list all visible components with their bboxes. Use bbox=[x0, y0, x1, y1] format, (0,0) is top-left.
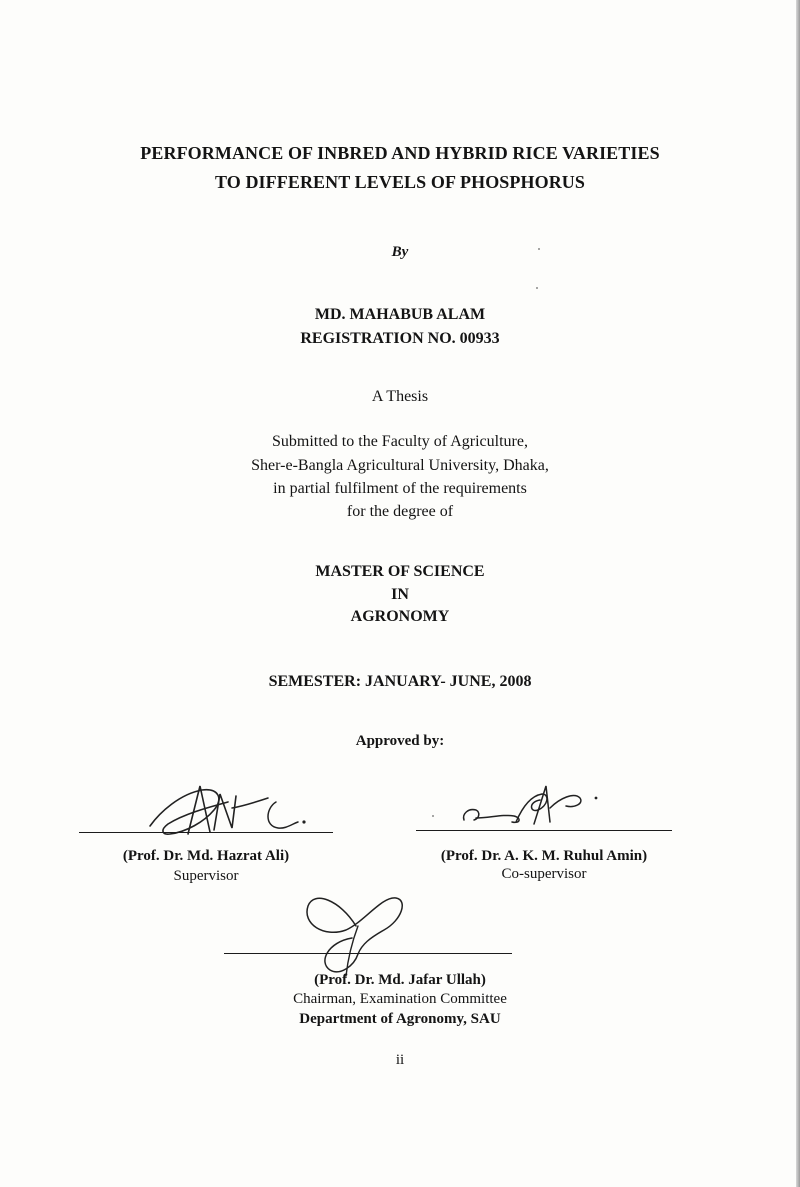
chairman-name: (Prof. Dr. Md. Jafar Ullah) bbox=[314, 972, 486, 988]
by-label: By bbox=[391, 244, 409, 260]
author-name: MD. MAHABUB ALAM bbox=[314, 306, 486, 323]
degree-line-1: MASTER OF SCIENCE bbox=[315, 563, 485, 580]
scan-speck bbox=[538, 248, 540, 250]
co-supervisor-name: (Prof. Dr. A. K. M. Ruhul Amin) bbox=[440, 848, 648, 864]
thesis-label: A Thesis bbox=[371, 388, 429, 405]
degree-line-2: IN bbox=[391, 586, 409, 603]
co-supervisor-signature-line bbox=[416, 830, 672, 831]
co-supervisor-signature bbox=[450, 778, 610, 834]
supervisor-name: (Prof. Dr. Md. Hazrat Ali) bbox=[122, 848, 290, 864]
submission-line-1: Submitted to the Faculty of Agriculture, bbox=[272, 433, 528, 450]
department-name: Department of Agronomy, SAU bbox=[299, 1011, 501, 1027]
scan-speck bbox=[536, 287, 538, 289]
page-number: ii bbox=[395, 1052, 405, 1068]
submission-line-2: Sher-e-Bangla Agricultural University, Dhaka, bbox=[251, 457, 549, 474]
scan-page-edge bbox=[796, 0, 800, 1187]
supervisor-role: Supervisor bbox=[173, 868, 239, 884]
thesis-title-line-2: TO DIFFERENT LEVELS OF PHOSPHORUS bbox=[214, 172, 586, 192]
degree-line-3: AGRONOMY bbox=[350, 608, 450, 625]
approved-by-label: Approved by: bbox=[355, 733, 445, 749]
thesis-title-line-1: PERFORMANCE OF INBRED AND HYBRID RICE VARIETIES bbox=[140, 143, 660, 163]
submission-line-3: in partial fulfilment of the requirements bbox=[273, 480, 527, 497]
registration-number: REGISTRATION NO. 00933 bbox=[300, 330, 500, 347]
chairman-signature bbox=[300, 886, 410, 982]
semester: SEMESTER: JANUARY- JUNE, 2008 bbox=[268, 673, 532, 690]
chairman-role: Chairman, Examination Committee bbox=[293, 991, 507, 1007]
supervisor-signature bbox=[140, 772, 340, 844]
co-supervisor-role: Co-supervisor bbox=[501, 866, 587, 882]
submission-line-4: for the degree of bbox=[346, 503, 454, 520]
chairman-signature-line bbox=[224, 953, 512, 954]
scan-speck bbox=[432, 815, 434, 817]
supervisor-signature-line bbox=[79, 832, 333, 833]
